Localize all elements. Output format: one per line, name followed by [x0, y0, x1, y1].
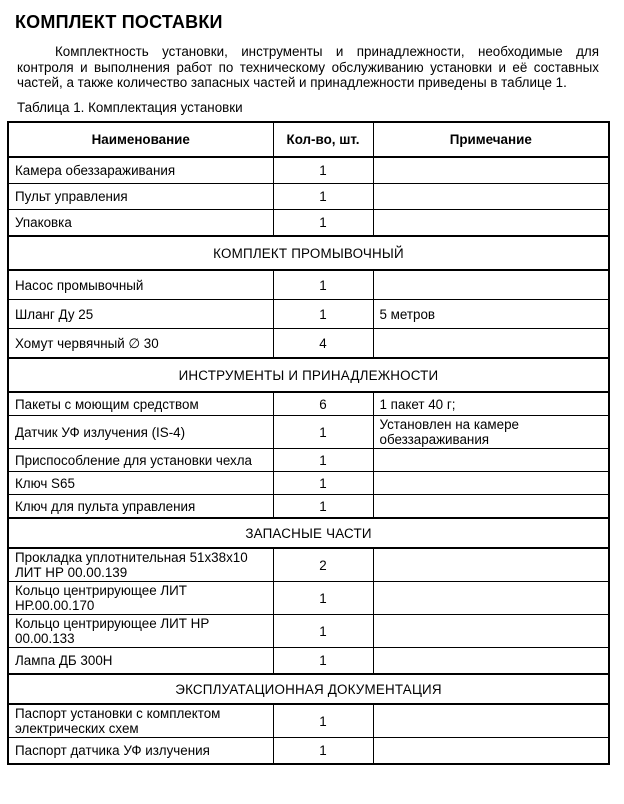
item-name: Пульт управления	[8, 184, 273, 210]
table-row	[8, 300, 609, 329]
item-qty: 1	[273, 582, 373, 615]
item-note	[373, 270, 609, 300]
item-qty: 1	[273, 184, 373, 210]
item-qty: 1	[273, 157, 373, 184]
section-heading: КОМПЛЕКТ ПРОМЫВОЧНЫЙ	[8, 236, 609, 270]
item-qty: 1	[273, 495, 373, 519]
delivery-set-table	[7, 121, 610, 765]
item-note: 1 пакет 40 г;	[373, 392, 609, 416]
column-header-qty: Кол-во, шт.	[273, 122, 373, 157]
item-name: Паспорт установки с комплектом электрических схем	[8, 704, 273, 738]
table-row	[8, 704, 609, 738]
item-note	[373, 210, 609, 237]
table-caption: Таблица 1. Комплектация установки	[17, 100, 243, 115]
item-name: Приспособление для установки чехла	[8, 449, 273, 472]
table-row	[8, 738, 609, 765]
item-qty: 1	[273, 472, 373, 495]
column-header-name: Наименование	[8, 122, 273, 157]
item-name: Ключ для пульта управления	[8, 495, 273, 519]
table-row	[8, 392, 609, 416]
section-heading: ЭКСПЛУАТАЦИОННАЯ ДОКУМЕНТАЦИЯ	[8, 674, 609, 704]
page-title: КОМПЛЕКТ ПОСТАВКИ	[15, 12, 223, 32]
section-row	[8, 518, 609, 548]
item-name: Лампа ДБ 300Н	[8, 648, 273, 675]
item-note	[373, 582, 609, 615]
item-note	[373, 157, 609, 184]
table-row	[8, 210, 609, 237]
item-name: Хомут червячный ∅ 30	[8, 329, 273, 359]
item-note	[373, 648, 609, 675]
section-row	[8, 236, 609, 270]
item-note	[373, 548, 609, 582]
section-heading: ЗАПАСНЫЕ ЧАСТИ	[8, 518, 609, 548]
table-row	[8, 615, 609, 648]
item-qty: 1	[273, 270, 373, 300]
item-note	[373, 184, 609, 210]
table-row	[8, 184, 609, 210]
item-note: 5 метров	[373, 300, 609, 329]
item-name: Прокладка уплотнительная 51х38х10 ЛИТ НР 00.00.139	[8, 548, 273, 582]
table-row	[8, 582, 609, 615]
item-name: Кольцо центрирующее ЛИТ НР 00.00.133	[8, 615, 273, 648]
section-heading: ИНСТРУМЕНТЫ И ПРИНАДЛЕЖНОСТИ	[8, 358, 609, 392]
table-row	[8, 548, 609, 582]
item-note	[373, 449, 609, 472]
item-qty: 1	[273, 704, 373, 738]
table-row	[8, 157, 609, 184]
item-qty: 4	[273, 329, 373, 359]
section-row	[8, 358, 609, 392]
table-row	[8, 495, 609, 519]
item-qty: 1	[273, 615, 373, 648]
item-note: Установлен на камере обеззараживания	[373, 416, 609, 449]
intro-paragraph: Комплектность установки, инструменты и принадлежности, необходимые для контроля и выполнения работ по техническому обслуживанию установки и её составных частей, а также количество запасных частей и принадлежности приведены в таблице 1.	[17, 44, 599, 90]
table-row	[8, 449, 609, 472]
column-header-note: Примечание	[373, 122, 609, 157]
item-note	[373, 704, 609, 738]
item-name: Шланг Ду 25	[8, 300, 273, 329]
item-name: Камера обеззараживания	[8, 157, 273, 184]
table-header-row	[8, 122, 609, 157]
item-qty: 6	[273, 392, 373, 416]
item-qty: 1	[273, 738, 373, 765]
item-qty: 1	[273, 449, 373, 472]
item-qty: 1	[273, 648, 373, 675]
item-name: Кольцо центрирующее ЛИТ НР.00.00.170	[8, 582, 273, 615]
section-row	[8, 674, 609, 704]
item-note	[373, 329, 609, 359]
item-qty: 2	[273, 548, 373, 582]
table-row	[8, 648, 609, 675]
item-note	[373, 472, 609, 495]
item-name: Паспорт датчика УФ излучения	[8, 738, 273, 765]
item-qty: 1	[273, 416, 373, 449]
item-note	[373, 495, 609, 519]
item-name: Датчик УФ излучения (IS-4)	[8, 416, 273, 449]
table-row	[8, 270, 609, 300]
item-note	[373, 615, 609, 648]
item-note	[373, 738, 609, 765]
table-row	[8, 472, 609, 495]
item-name: Ключ S65	[8, 472, 273, 495]
table-row	[8, 416, 609, 449]
item-name: Пакеты с моющим средством	[8, 392, 273, 416]
item-name: Насос промывочный	[8, 270, 273, 300]
table-row	[8, 329, 609, 359]
item-name: Упаковка	[8, 210, 273, 237]
item-qty: 1	[273, 210, 373, 237]
item-qty: 1	[273, 300, 373, 329]
